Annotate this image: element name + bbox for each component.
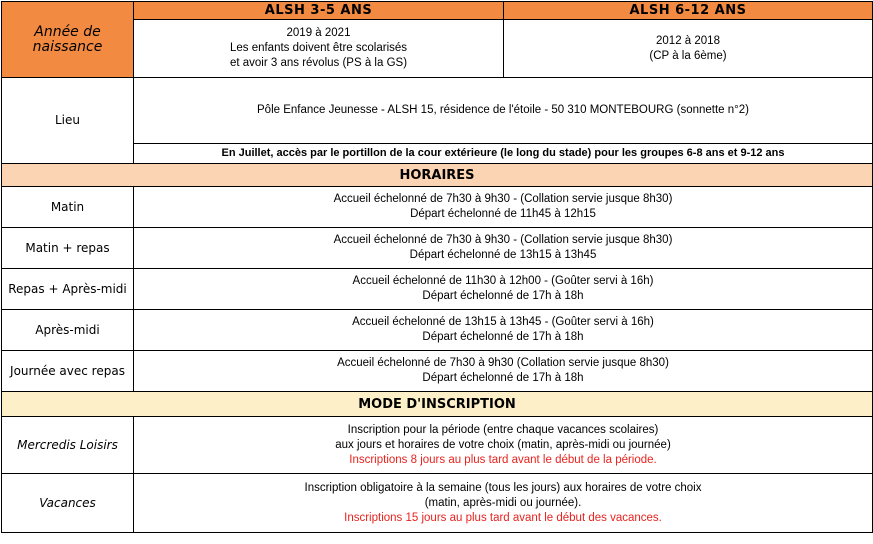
schedule-row-times bbox=[134, 228, 873, 269]
departure-time: Départ échelonné de 11h45 à 12h15 bbox=[410, 208, 596, 220]
arrival-time: Accueil échelonné de 7h30 à 9h30 (Collation servie jusque 8h30) bbox=[337, 357, 669, 369]
schedule-row-times bbox=[134, 351, 873, 392]
registration-deadline: Inscriptions 15 jours au plus tard avant le début des vacances. bbox=[344, 511, 662, 524]
registration-section-title: MODE D'INSCRIPTION bbox=[2, 392, 873, 417]
registration-deadline: Inscriptions 8 jours au plus tard avant le début de la période. bbox=[349, 453, 657, 466]
schedule-table bbox=[1, 1, 873, 533]
schedule-row-times bbox=[134, 310, 873, 351]
arrival-time: Accueil échelonné de 7h30 à 9h30 - (Collation servie jusque 8h30) bbox=[333, 193, 673, 205]
years-3-5-note-1: Les enfants doivent être scolarisés bbox=[229, 42, 408, 54]
registration-row-label: Vacances bbox=[2, 474, 134, 533]
schedule-row-label: Après-midi bbox=[2, 310, 134, 351]
col-header-6-12: ALSH 6-12 ANS bbox=[504, 2, 873, 20]
arrival-time: Accueil échelonné de 13h15 à 13h45 - (Goûter servi à 16h) bbox=[352, 316, 654, 328]
schedule-row-label: Matin + repas bbox=[2, 228, 134, 269]
location-label: Lieu bbox=[2, 78, 134, 164]
birth-year-header: Année de naissance bbox=[2, 2, 134, 78]
location-address: Pôle Enfance Jeunesse - ALSH 15, résidence de l'étoile - 50 310 MONTEBOURG (sonnette n°2) bbox=[134, 78, 873, 144]
registration-row-details bbox=[134, 417, 873, 474]
schedule-row-label: Matin bbox=[2, 187, 134, 228]
col-header-3-5: ALSH 3-5 ANS bbox=[134, 2, 504, 20]
years-3-5-range: 2019 à 2021 bbox=[286, 27, 351, 39]
arrival-time: Accueil échelonné de 7h30 à 9h30 - (Collation servie jusque 8h30) bbox=[333, 234, 673, 246]
years-3-5-note-2: et avoir 3 ans révolus (PS à la GS) bbox=[229, 57, 408, 69]
registration-rule: Inscription pour la période (entre chaque vacances scolaires) bbox=[347, 423, 659, 436]
years-6-12-range: 2012 à 2018 bbox=[656, 34, 720, 47]
departure-time: Départ échelonné de 17h à 18h bbox=[422, 331, 584, 343]
departure-time: Départ échelonné de 13h15 à 13h45 bbox=[409, 249, 597, 261]
schedule-row-label: Journée avec repas bbox=[2, 351, 134, 392]
arrival-time: Accueil échelonné de 11h30 à 12h00 - (Goûter servi à 16h) bbox=[352, 275, 654, 287]
schedule-row-times bbox=[134, 187, 873, 228]
years-3-5 bbox=[134, 20, 504, 78]
registration-rule-detail: (matin, après-midi ou journée). bbox=[424, 496, 582, 509]
july-access-note: En Juillet, accès par le portillon de la cour extérieure (le long du stade) pour les groupes 6-8 ans et 9-12 ans bbox=[134, 144, 873, 164]
registration-row-label: Mercredis Loisirs bbox=[2, 417, 134, 474]
schedule-section-title: HORAIRES bbox=[2, 164, 873, 187]
schedule-row-times bbox=[134, 269, 873, 310]
schedule-row-label: Repas + Après-midi bbox=[2, 269, 134, 310]
registration-rule: Inscription obligatoire à la semaine (tous les jours) aux horaires de votre choix bbox=[304, 481, 702, 494]
years-6-12 bbox=[504, 20, 873, 78]
departure-time: Départ échelonné de 17h à 18h bbox=[422, 290, 584, 302]
departure-time: Départ échelonné de 17h à 18h bbox=[422, 372, 584, 384]
registration-rule-detail: aux jours et horaires de votre choix (matin, après-midi ou journée) bbox=[335, 438, 671, 451]
years-6-12-note: (CP à la 6ème) bbox=[649, 49, 727, 62]
registration-row-details bbox=[134, 474, 873, 533]
